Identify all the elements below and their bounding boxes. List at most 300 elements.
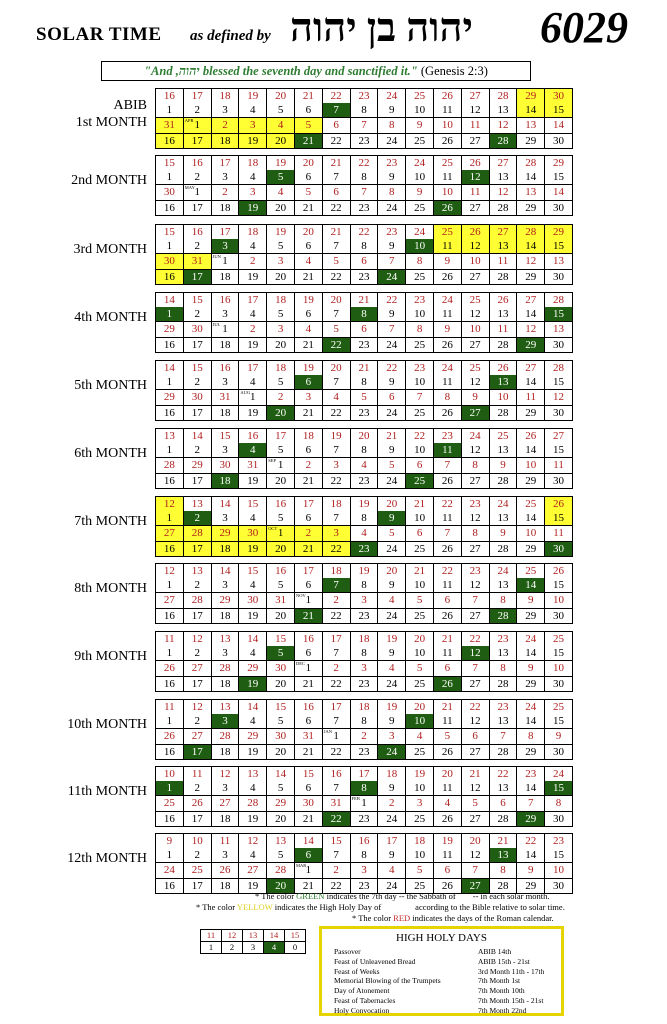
day-cell: 18 (350, 632, 378, 647)
day-cell: 28 (239, 796, 267, 812)
calendar-row (156, 700, 573, 715)
day-cell: 30 (156, 254, 184, 270)
day-cell: 6 (489, 796, 517, 812)
calendar-row (156, 863, 573, 879)
day-cell: 6 (406, 458, 434, 474)
day-cell: 11 (433, 307, 461, 322)
day-cell: 14 (267, 767, 295, 782)
day-cell: 26 (489, 361, 517, 376)
day-cell: 29 (239, 661, 267, 677)
day-cell: 24 (378, 745, 406, 760)
day-cell: 7 (461, 593, 489, 609)
day-cell: 15 (322, 834, 350, 849)
calendar-row (156, 338, 573, 353)
day-cell: 27 (156, 526, 184, 542)
day-cell: 14 (517, 239, 545, 254)
day-cell: 25 (433, 156, 461, 171)
day-cell: 7 (322, 170, 350, 185)
calendar-row (156, 361, 573, 376)
holy-day-date: ABIB 15th - 21st (478, 956, 530, 966)
day-cell: 27 (461, 879, 489, 894)
note-green-word: GREEN (296, 891, 325, 901)
day-cell: 13 (489, 443, 517, 458)
day-cell: 21 (294, 609, 322, 624)
day-cell: 29 (183, 458, 211, 474)
day-cell: 5 (267, 103, 295, 118)
day-cell: 19 (378, 632, 406, 647)
day-cell: 5 (267, 848, 295, 863)
day-cell: 22 (433, 564, 461, 579)
calendar-row (156, 812, 573, 827)
day-cell: 5 (350, 390, 378, 406)
day-cell: 22 (350, 225, 378, 240)
day-cell: 26 (489, 293, 517, 308)
day-cell: 15 (267, 632, 295, 647)
day-cell: 11 (211, 834, 239, 849)
day-cell: 19 (239, 201, 267, 216)
day-cell: 25 (406, 89, 434, 104)
day-cell: 23 (350, 201, 378, 216)
day-cell: 12 (183, 632, 211, 647)
day-cell: 8 (350, 578, 378, 593)
calendar-row (156, 609, 573, 624)
day-cell: 18 (211, 609, 239, 624)
day-cell (267, 458, 295, 474)
day-cell: 23 (461, 564, 489, 579)
day-cell: 14 (183, 429, 211, 444)
day-cell: 9 (378, 239, 406, 254)
day-cell: 23 (350, 89, 378, 104)
day-cell: 20 (433, 767, 461, 782)
day-cell: 15 (545, 103, 573, 118)
day-cell: 24 (461, 429, 489, 444)
day-cell: 19 (322, 429, 350, 444)
day-cell: 28 (489, 609, 517, 624)
day-number: 1 (305, 864, 312, 876)
day-cell: 17 (239, 361, 267, 376)
day-cell: 20 (267, 879, 295, 894)
day-cell: 21 (294, 745, 322, 760)
day-cell: 20 (350, 429, 378, 444)
day-cell: 30 (545, 474, 573, 489)
day-cell: 18 (267, 361, 295, 376)
day-cell: 9 (517, 661, 545, 677)
day-cell: 8 (378, 185, 406, 201)
month-table (155, 88, 573, 149)
day-cell: 17 (183, 879, 211, 894)
day-cell: 11 (461, 185, 489, 201)
day-cell: 4 (350, 458, 378, 474)
day-cell: 3 (239, 118, 267, 134)
day-cell: 2 (183, 578, 211, 593)
day-cell: 8 (350, 443, 378, 458)
day-cell: 6 (294, 781, 322, 796)
day-cell: 27 (183, 661, 211, 677)
day-cell: 2 (183, 848, 211, 863)
day-cell: 17 (183, 745, 211, 760)
day-cell: 25 (545, 700, 573, 715)
day-cell: 21 (378, 429, 406, 444)
day-cell: 24 (378, 609, 406, 624)
month-label (0, 377, 147, 394)
day-cell: 23 (350, 270, 378, 285)
day-cell: 15 (239, 497, 267, 512)
header (0, 0, 667, 56)
day-cell: 21 (294, 134, 322, 149)
day-cell: 15 (545, 239, 573, 254)
day-cell: 29 (517, 745, 545, 760)
day-cell: 3 (322, 458, 350, 474)
month-label (0, 648, 147, 665)
day-cell: 25 (406, 745, 434, 760)
day-cell: 19 (350, 497, 378, 512)
day-cell: 3 (211, 170, 239, 185)
day-cell: 27 (461, 270, 489, 285)
day-cell: 27 (156, 593, 184, 609)
day-cell: 27 (461, 406, 489, 421)
day-cell: 30 (239, 593, 267, 609)
high-holy-days-title: HIGH HOLY DAYS (396, 932, 487, 944)
day-cell: 2 (183, 103, 211, 118)
day-cell: 29 (156, 390, 184, 406)
day-cell: 11 (489, 254, 517, 270)
day-cell: 31 (156, 118, 184, 134)
extra-red-cell: 12 (222, 930, 243, 942)
day-cell: 14 (517, 511, 545, 526)
day-cell: 15 (545, 443, 573, 458)
day-cell: 15 (545, 646, 573, 661)
day-cell: 13 (489, 848, 517, 863)
day-cell: 19 (239, 609, 267, 624)
month-label (0, 716, 147, 733)
day-cell: 12 (489, 118, 517, 134)
calendar-row (156, 443, 573, 458)
day-cell: 6 (406, 526, 434, 542)
roman-month-marker: NOV (295, 593, 306, 598)
day-cell: 17 (294, 564, 322, 579)
day-cell: 14 (517, 443, 545, 458)
day-cell: 2 (183, 714, 211, 729)
day-cell: 4 (239, 307, 267, 322)
day-cell: 18 (239, 225, 267, 240)
calendar-row (156, 118, 573, 134)
day-cell: 14 (211, 564, 239, 579)
day-cell: 20 (267, 270, 295, 285)
day-cell (211, 254, 239, 270)
day-cell: 19 (294, 293, 322, 308)
day-cell: 10 (406, 578, 434, 593)
day-cell: 10 (406, 443, 434, 458)
day-cell: 25 (183, 863, 211, 879)
calendar-row (156, 646, 573, 661)
day-cell: 20 (267, 406, 295, 421)
day-cell: 6 (294, 848, 322, 863)
day-cell: 10 (461, 254, 489, 270)
day-cell: 25 (406, 134, 434, 149)
day-cell: 22 (322, 542, 350, 557)
day-cell: 29 (545, 225, 573, 240)
day-cell: 2 (183, 511, 211, 526)
day-cell: 12 (461, 781, 489, 796)
day-cell: 30 (211, 458, 239, 474)
day-cell: 18 (211, 812, 239, 827)
day-cell: 7 (517, 796, 545, 812)
calendar-row (156, 714, 573, 729)
day-cell: 26 (461, 225, 489, 240)
roman-month-marker: DEC (295, 661, 305, 666)
day-cell: 11 (433, 848, 461, 863)
month-table (155, 563, 573, 624)
day-cell: 24 (156, 863, 184, 879)
day-cell: 12 (517, 322, 545, 338)
day-cell: 30 (545, 745, 573, 760)
day-cell: 6 (350, 322, 378, 338)
month-label-text: 11th MONTH (67, 784, 147, 799)
day-cell: 23 (406, 361, 434, 376)
day-cell: 9 (378, 511, 406, 526)
day-cell: 5 (378, 526, 406, 542)
day-cell: 8 (350, 714, 378, 729)
day-cell: 28 (517, 156, 545, 171)
day-cell: 10 (406, 646, 434, 661)
day-cell: 14 (517, 646, 545, 661)
day-cell: 27 (517, 361, 545, 376)
roman-month-marker: OCT (268, 526, 278, 531)
day-cell: 19 (239, 406, 267, 421)
day-cell: 25 (406, 677, 434, 692)
day-cell: 12 (461, 170, 489, 185)
day-cell: 4 (406, 729, 434, 745)
calendar-row (156, 375, 573, 390)
day-cell: 20 (267, 745, 295, 760)
day-cell: 21 (294, 812, 322, 827)
day-cell: 25 (406, 812, 434, 827)
day-cell: 13 (489, 375, 517, 390)
day-cell: 9 (378, 781, 406, 796)
day-cell: 25 (406, 338, 434, 353)
day-cell: 9 (378, 375, 406, 390)
holy-day-name: Memorial Blowing of the Trumpets (334, 976, 441, 986)
day-cell: 2 (294, 526, 322, 542)
month-table (155, 155, 573, 216)
day-number: 1 (305, 662, 312, 674)
day-cell: 1 (156, 307, 184, 322)
day-cell: 13 (489, 103, 517, 118)
day-cell: 8 (378, 118, 406, 134)
day-cell: 16 (156, 89, 184, 104)
day-number: 1 (194, 186, 200, 198)
day-cell: 16 (156, 201, 184, 216)
note-yellow-word: YELLOW (236, 902, 273, 912)
day-cell: 18 (267, 293, 295, 308)
day-cell: 2 (322, 661, 350, 677)
month-label (0, 309, 147, 326)
day-cell: 10 (545, 593, 573, 609)
month-label-sub: 1st MONTH (75, 115, 147, 130)
day-cell: 2 (294, 458, 322, 474)
day-cell: 29 (211, 526, 239, 542)
day-cell: 25 (406, 879, 434, 894)
day-cell: 14 (239, 632, 267, 647)
day-cell: 7 (322, 443, 350, 458)
month-label-text: ABIB (113, 98, 147, 113)
day-cell: 21 (350, 293, 378, 308)
day-cell: 20 (267, 812, 295, 827)
day-cell: 10 (461, 322, 489, 338)
day-cell: 26 (517, 429, 545, 444)
day-cell: 29 (211, 593, 239, 609)
day-cell: 10 (406, 170, 434, 185)
note-green-end: -- in each solar month. (472, 891, 550, 901)
day-cell: 6 (294, 307, 322, 322)
calendar-row (156, 526, 573, 542)
day-cell: 19 (433, 834, 461, 849)
note-red-post: indicates the days of the Roman calendar. (412, 913, 554, 923)
day-cell: 21 (461, 767, 489, 782)
day-cell (322, 729, 350, 745)
day-cell: 10 (406, 781, 434, 796)
day-number: 1 (305, 594, 312, 606)
day-cell: 10 (489, 390, 517, 406)
day-cell: 6 (294, 646, 322, 661)
day-cell: 26 (433, 609, 461, 624)
day-cell: 16 (211, 361, 239, 376)
day-cell: 23 (433, 429, 461, 444)
title-hebrew-name: יהוה בן יהוה (290, 5, 473, 50)
day-cell: 5 (267, 578, 295, 593)
day-cell: 14 (545, 185, 573, 201)
day-cell: 20 (461, 834, 489, 849)
day-cell: 12 (461, 646, 489, 661)
day-cell: 21 (322, 225, 350, 240)
title-year: 6029 (540, 3, 628, 52)
day-cell: 6 (461, 729, 489, 745)
day-cell: 3 (267, 254, 295, 270)
day-cell: 16 (156, 338, 184, 353)
day-cell: 1 (156, 239, 184, 254)
day-cell: 22 (322, 609, 350, 624)
day-cell: 17 (183, 89, 211, 104)
month-label-text: 12th MONTH (67, 851, 147, 866)
calendar-row (156, 322, 573, 338)
day-cell: 13 (489, 170, 517, 185)
day-cell: 16 (239, 429, 267, 444)
day-cell: 16 (156, 812, 184, 827)
day-cell: 24 (433, 361, 461, 376)
holy-day-name: Feast of Tabernacles (334, 996, 396, 1005)
calendar-row (156, 767, 573, 782)
day-cell: 24 (378, 201, 406, 216)
day-cell: 16 (156, 609, 184, 624)
month-label-text: 5th MONTH (74, 378, 147, 393)
day-cell: 18 (350, 700, 378, 715)
day-cell: 6 (322, 118, 350, 134)
day-cell: 8 (545, 796, 573, 812)
day-cell: 2 (211, 185, 239, 201)
genesis-quote (101, 61, 531, 81)
extra-day-cell: 1 (201, 942, 222, 954)
day-cell: 8 (489, 593, 517, 609)
day-cell: 22 (322, 745, 350, 760)
day-cell: 8 (517, 729, 545, 745)
day-cell: 8 (350, 781, 378, 796)
extra-day-cell: 2 (222, 942, 243, 954)
day-cell: 21 (489, 834, 517, 849)
calendar-row (156, 564, 573, 579)
day-cell: 22 (378, 361, 406, 376)
day-cell: 22 (322, 812, 350, 827)
day-cell: 8 (350, 103, 378, 118)
day-cell: 19 (350, 564, 378, 579)
month-table (155, 766, 573, 827)
day-cell: 14 (156, 361, 184, 376)
day-cell: 28 (545, 293, 573, 308)
day-cell: 9 (378, 170, 406, 185)
day-cell: 18 (322, 564, 350, 579)
day-number: 1 (277, 527, 284, 539)
day-cell: 5 (322, 322, 350, 338)
day-cell: 6 (433, 661, 461, 677)
day-cell: 22 (322, 134, 350, 149)
day-cell: 12 (239, 834, 267, 849)
day-cell: 25 (517, 497, 545, 512)
day-cell: 11 (156, 700, 184, 715)
day-cell: 7 (322, 511, 350, 526)
calendar-row (156, 781, 573, 796)
calendar-row (156, 745, 573, 760)
extra-day-cell: 4 (264, 942, 285, 954)
day-cell: 30 (545, 338, 573, 353)
day-cell: 25 (406, 542, 434, 557)
day-cell: 4 (267, 118, 295, 134)
day-cell: 3 (211, 781, 239, 796)
day-cell: 20 (294, 156, 322, 171)
day-cell: 16 (211, 293, 239, 308)
day-cell: 7 (461, 661, 489, 677)
day-cell: 6 (294, 511, 322, 526)
day-cell: 17 (183, 338, 211, 353)
day-cell: 22 (433, 497, 461, 512)
day-cell: 19 (239, 134, 267, 149)
day-cell: 5 (267, 170, 295, 185)
month-table (155, 292, 573, 353)
day-cell: 19 (239, 270, 267, 285)
day-cell: 11 (433, 511, 461, 526)
day-cell: 23 (406, 293, 434, 308)
day-number: 1 (277, 459, 284, 471)
day-cell: 7 (350, 185, 378, 201)
day-cell: 20 (406, 700, 434, 715)
day-cell: 16 (294, 700, 322, 715)
day-cell: 25 (406, 406, 434, 421)
day-cell: 12 (489, 185, 517, 201)
day-cell: 29 (517, 609, 545, 624)
day-cell: 16 (156, 542, 184, 557)
day-cell: 15 (545, 714, 573, 729)
calendar-row (156, 677, 573, 692)
day-cell: 7 (322, 375, 350, 390)
day-cell: 28 (489, 474, 517, 489)
day-cell: 15 (156, 156, 184, 171)
day-cell: 27 (461, 745, 489, 760)
day-cell: 19 (239, 879, 267, 894)
month-label (0, 850, 147, 867)
day-cell: 5 (267, 239, 295, 254)
day-cell: 31 (294, 729, 322, 745)
day-cell: 15 (183, 361, 211, 376)
month-label-text: 2nd MONTH (71, 173, 147, 188)
day-cell: 23 (489, 700, 517, 715)
